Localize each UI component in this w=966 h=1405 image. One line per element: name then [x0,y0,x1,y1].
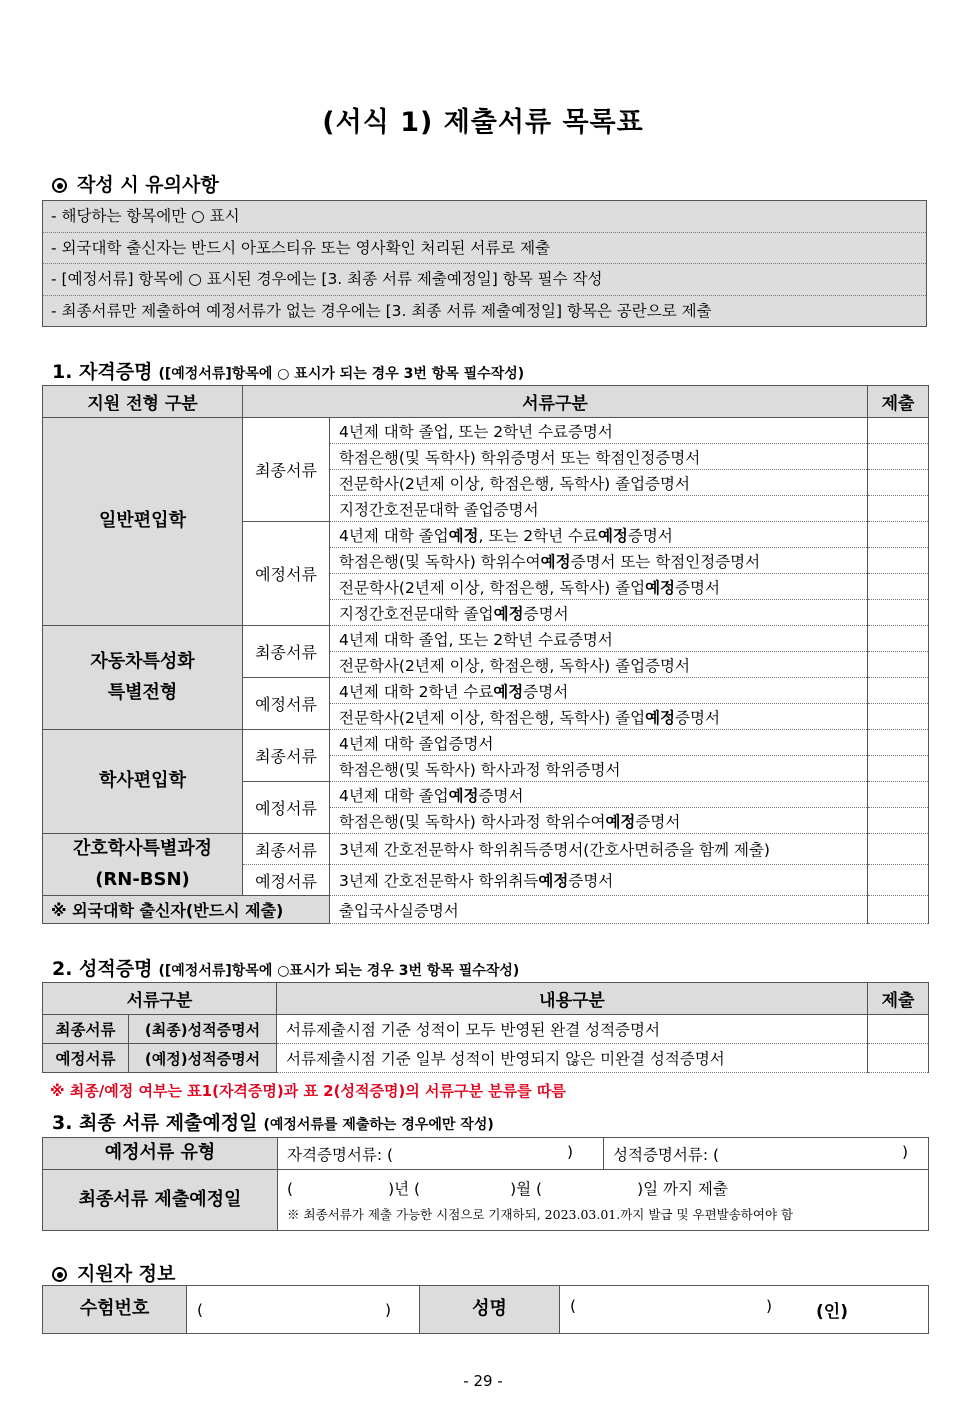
expected-docs-label: 예정서류 [243,865,330,896]
expected-docs-label: 예정서류 [243,782,330,834]
bullet-icon [52,1267,67,1282]
group-automotive-special [43,626,243,730]
notes-heading-text: 작성 시 유의사항 [77,174,219,196]
group-bachelor-transfer: 학사편입학 [43,730,243,834]
notes-heading [52,170,219,197]
date-month: )월 ( [510,1180,543,1198]
col-header-submit: 제출 [868,386,929,418]
seal-mark: (인) [816,1302,848,1322]
field-close: ) [901,1142,908,1161]
doc-item: 지정간호전문대학 졸업증명서 [330,496,868,522]
expected-emphasis: 예정 [597,526,628,545]
notes-box [42,200,927,327]
group-name-line: 간호학사특별과정 [72,838,213,859]
name-label: 성명 [420,1286,560,1334]
doc-item [330,678,868,704]
section2-subtitle: ([예정서류]항목에 ○표시가 되는 경우 3번 항목 필수작성) [158,963,520,979]
doc-item [330,600,868,626]
submit-check-cell[interactable] [868,652,929,678]
date-day: )일 까지 제출 [637,1180,728,1198]
submit-check-cell[interactable] [868,896,929,924]
final-docs-label: 최종서류 [243,626,330,678]
doc-text: 증명서 [635,812,681,831]
field-open: ( [197,1300,204,1319]
note-item: - 해당하는 항목에만 ○ 표시 [43,201,926,233]
submit-check-cell[interactable] [868,756,929,782]
section3-heading [52,1108,494,1135]
group-name-line: (RN-BSN) [95,868,190,890]
applicant-heading-text: 지원자 정보 [77,1263,176,1285]
qualification-table [42,385,929,924]
doc-text: 증명서 [478,786,524,805]
grade-desc-final: 서류제출시점 기준 성적이 모두 반영된 완결 성적증명서 [277,1015,868,1044]
submit-check-cell[interactable] [868,704,929,730]
final-date-field[interactable] [278,1170,929,1231]
bullet-icon [52,178,67,193]
submit-check-cell[interactable] [868,548,929,574]
doc-item [330,808,868,834]
field-label: 자격증명서류: ( [287,1145,394,1164]
submit-check-cell[interactable] [868,834,929,865]
section1-subtitle: ([예정서류]항목에 ○ 표시가 되는 경우 3번 항목 필수작성) [158,366,525,382]
grade-doc-final: (최종)성적증명서 [129,1015,277,1044]
doc-text: 증명서 [568,872,614,891]
classification-note: ※ 최종/예정 여부는 표1(자격증명)과 표 2(성적증명)의 서류구분 분류를 따름 [50,1082,566,1100]
grade-type-expected: 예정서류 [43,1044,129,1073]
doc-item: 전문학사(2년제 이상, 학점은행, 독학사) 졸업증명서 [330,652,868,678]
submit-check-cell[interactable] [868,1044,929,1073]
doc-item: 4년제 대학 졸업, 또는 2학년 수료증명서 [330,418,868,444]
page-number: - 29 - [463,1372,503,1390]
foreign-graduate-label: ※ 외국대학 출신자(반드시 제출) [43,896,330,924]
grade-cert-field[interactable] [604,1138,929,1170]
exam-number-label: 수험번호 [43,1286,187,1334]
submission-date-table [42,1137,929,1231]
section3-subtitle: (예정서류를 제출하는 경우에만 작성) [263,1117,494,1133]
section2-heading [52,954,519,981]
doc-text: 3년제 간호전문학사 학위취득 [339,872,539,891]
doc-text: 4년제 대학 졸업 [339,786,449,805]
submit-check-cell[interactable] [868,782,929,808]
page-title: (서식 1) 제출서류 목록표 [322,107,644,138]
col-header-content: 내용구분 [277,983,868,1015]
doc-text: 증명서 [675,708,720,727]
field-label: 성적증명서류: ( [613,1145,720,1164]
final-date-label: 최종서류 제출예정일 [43,1170,278,1231]
applicant-table [42,1285,929,1334]
group-general-transfer: 일반편입학 [43,418,243,626]
doc-text: 전문학사(2년제 이상, 학점은행, 독학사) 졸업 [339,578,646,597]
note-item: - 최종서류만 제출하여 예정서류가 없는 경우에는 [3. 최종 서류 제출예정일] 항목은 공란으로 제출 [51,301,712,320]
field-close: ) [765,1297,773,1315]
submit-check-cell[interactable] [868,1015,929,1044]
expected-emphasis: 예정 [645,708,676,727]
expected-docs-label: 예정서류 [243,678,330,730]
doc-item: 4년제 대학 졸업, 또는 2학년 수료증명서 [330,626,868,652]
section3-title: 3. 최종 서류 제출예정일 [52,1112,258,1134]
expected-type-label: 예정서류 유형 [43,1138,278,1170]
submit-check-cell[interactable] [868,626,929,652]
doc-item [330,574,868,600]
section1-heading [52,357,524,384]
doc-item: 학점은행(및 독학사) 학위증명서 또는 학점인정증명서 [330,444,868,470]
section2-title: 2. 성적증명 [52,958,153,980]
doc-item: 4년제 대학 졸업증명서 [330,730,868,756]
grade-table [42,982,929,1073]
expected-emphasis: 예정 [605,812,636,831]
doc-item: 학점은행(및 독학사) 학사과정 학위증명서 [330,756,868,782]
expected-emphasis: 예정 [538,872,569,891]
expected-emphasis: 예정 [448,526,479,545]
group-name-line: 특별전형 [107,681,178,703]
submit-check-cell[interactable] [868,470,929,496]
doc-text: 증명서 또는 학점인정증명서 [570,552,761,571]
qualification-cert-field[interactable] [278,1138,604,1170]
doc-item: 3년제 간호전문학사 학위취득증명서(간호사면허증을 함께 제출) [330,834,868,865]
submit-check-cell[interactable] [868,865,929,896]
doc-text: 증명서 [627,526,673,545]
name-field[interactable] [560,1286,929,1334]
expected-emphasis: 예정 [493,682,524,701]
grade-type-final: 최종서류 [43,1015,129,1044]
field-close: ) [384,1300,391,1319]
exam-number-field[interactable] [187,1286,420,1334]
doc-item: 출입국사실증명서 [330,896,868,924]
doc-text: 전문학사(2년제 이상, 학점은행, 독학사) 졸업 [339,708,646,727]
submit-check-cell[interactable] [868,730,929,756]
submit-check-cell[interactable] [868,444,929,470]
expected-emphasis: 예정 [493,604,524,623]
doc-item [330,548,868,574]
expected-emphasis: 예정 [448,786,479,805]
doc-text: 증명서 [523,682,569,701]
doc-text: 4년제 대학 졸업 [339,526,449,545]
submit-check-cell[interactable] [868,418,929,444]
date-open: ( [287,1180,294,1198]
doc-text: 학점은행(및 독학사) 학위수여 [339,552,541,571]
col-header-doc: 서류구분 [43,983,277,1015]
doc-text: , 또는 2학년 수료 [478,526,598,545]
doc-item: 전문학사(2년제 이상, 학점은행, 독학사) 졸업증명서 [330,470,868,496]
doc-text: 지정간호전문대학 졸업 [339,604,494,623]
field-close: ) [566,1142,573,1161]
doc-item [330,522,868,548]
final-docs-label: 최종서류 [243,418,330,522]
note-item: - 외국대학 출신자는 반드시 아포스티유 또는 영사확인 처리된 서류로 제출 [43,233,926,265]
note-item: - [예정서류] 항목에 ○ 표시된 경우에는 [3. 최종 서류 제출예정일] 항목 필수 작성 [43,264,926,296]
doc-item [330,782,868,808]
submit-check-cell[interactable] [868,574,929,600]
submit-check-cell[interactable] [868,496,929,522]
doc-text: 증명서 [675,578,720,597]
submit-check-cell[interactable] [868,600,929,626]
group-nursing-rn-bsn [43,834,243,896]
group-name-line: 자동차특성화 [90,650,195,672]
final-docs-label: 최종서류 [243,834,330,865]
doc-text: 4년제 대학 2학년 수료 [339,682,494,701]
submit-check-cell[interactable] [868,808,929,834]
doc-text: 증명서 [523,604,569,623]
col-header-doc: 서류구분 [243,386,868,418]
date-year: )년 ( [388,1180,421,1198]
grade-doc-expected: (예정)성적증명서 [129,1044,277,1073]
submit-check-cell[interactable] [868,678,929,704]
expected-emphasis: 예정 [540,552,571,571]
date-note: ※ 최종서류가 제출 가능한 시점으로 기재하되, 2023.03.01.까지 발급 및 우편발송하여야 함 [287,1207,794,1222]
date-line [287,1177,928,1199]
col-header-type: 지원 전형 구분 [43,386,243,418]
col-header-submit: 제출 [868,983,929,1015]
expected-docs-label: 예정서류 [243,522,330,626]
doc-item [330,865,868,896]
applicant-heading [52,1259,175,1286]
doc-text: 학점은행(및 독학사) 학사과정 학위수여 [339,812,606,831]
grade-desc-expected: 서류제출시점 기준 일부 성적이 반영되지 않은 미완결 성적증명서 [277,1044,868,1073]
field-open: ( [570,1297,577,1315]
section1-title: 1. 자격증명 [52,361,153,383]
final-docs-label: 최종서류 [243,730,330,782]
expected-emphasis: 예정 [645,578,676,597]
submit-check-cell[interactable] [868,522,929,548]
doc-item [330,704,868,730]
